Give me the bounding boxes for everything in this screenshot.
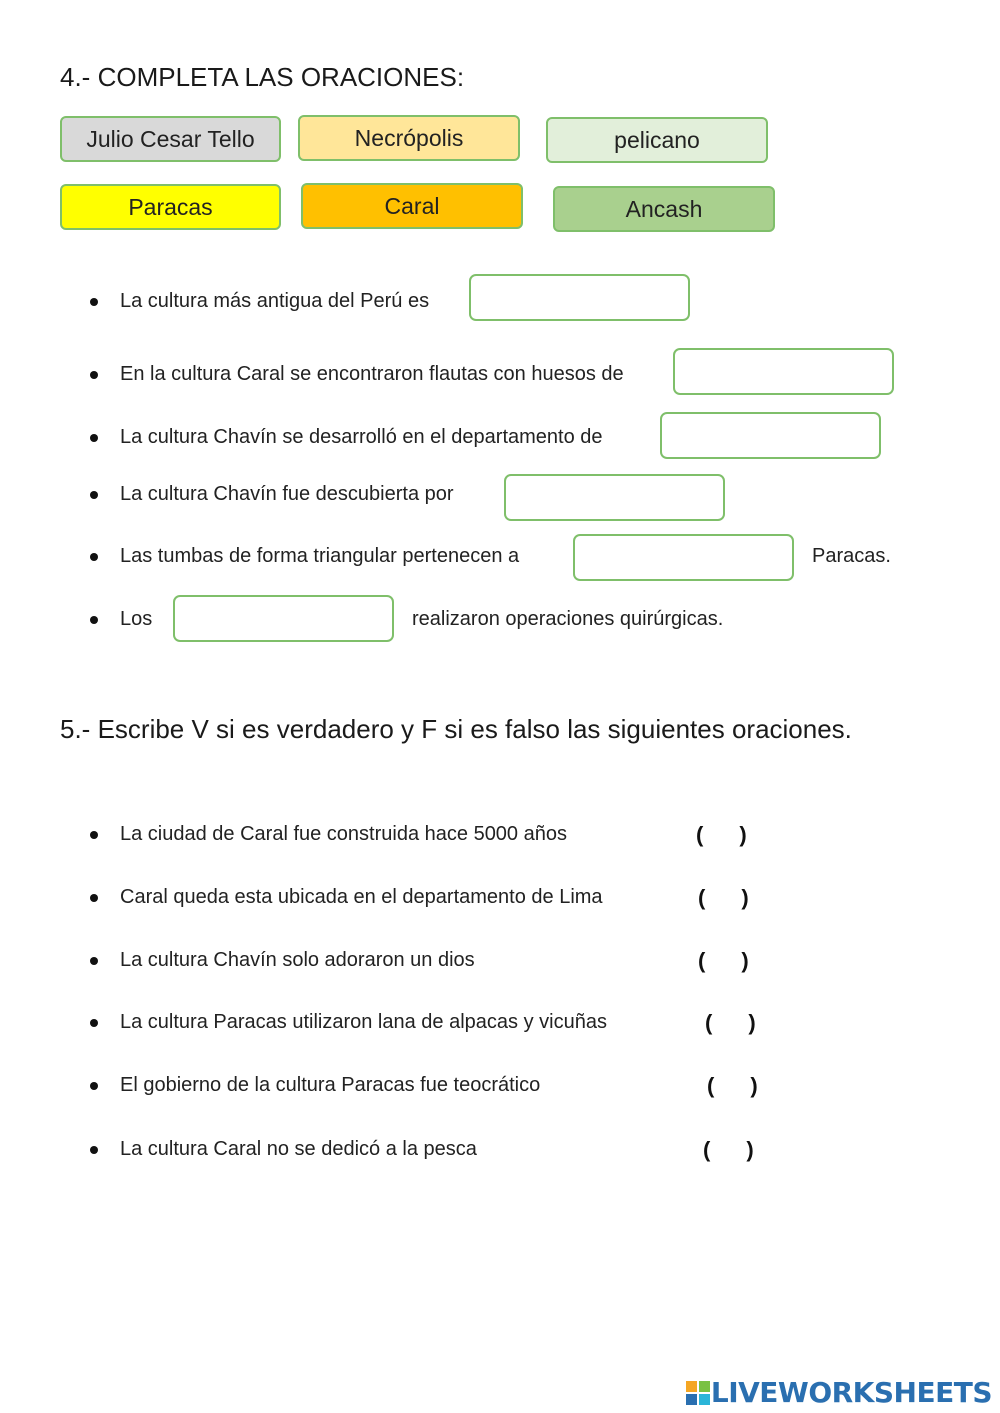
answer-parens[interactable] <box>698 885 749 911</box>
word-ancash[interactable]: Ancash <box>553 186 775 232</box>
word-caral[interactable]: Caral <box>301 183 523 229</box>
open-paren: ( <box>698 885 706 910</box>
bullet-icon <box>90 491 98 499</box>
bullet-icon <box>90 894 98 902</box>
bullet-icon <box>90 957 98 965</box>
drop-zone-1[interactable] <box>469 274 690 321</box>
statement-row <box>90 1138 477 1161</box>
answer-parens[interactable] <box>698 948 749 974</box>
answer-parens[interactable] <box>696 822 747 848</box>
sentence-text: En la cultura Caral se encontraron flautas con huesos de <box>120 363 624 385</box>
liveworksheets-icon <box>685 1380 711 1406</box>
drop-zone-3[interactable] <box>660 412 881 459</box>
sentence-text: La cultura más antigua del Perú es <box>120 290 430 312</box>
bullet-icon <box>90 1019 98 1027</box>
liveworksheets-logo <box>685 1376 992 1409</box>
section-5-title: 5.- Escribe V si es verdadero y F si es falso las siguientes oraciones. <box>60 714 852 744</box>
sentence-text: Los <box>120 608 153 630</box>
statement-text: La cultura Chavín solo adoraron un dios <box>120 949 475 971</box>
close-paren: ) <box>739 822 747 847</box>
bullet-icon <box>90 616 98 624</box>
statement-row <box>90 886 603 909</box>
word-paracas[interactable]: Paracas <box>60 184 281 230</box>
section-4-title: 4.- COMPLETA LAS ORACIONES: <box>60 62 465 92</box>
statement-text: Caral queda esta ubicada en el departamento de Lima <box>120 886 603 908</box>
statement-text: La cultura Paracas utilizaron lana de alpacas y vicuñas <box>120 1011 607 1033</box>
sentence-row <box>90 290 429 313</box>
bullet-icon <box>90 371 98 379</box>
close-paren: ) <box>746 1137 754 1162</box>
answer-parens[interactable] <box>707 1073 758 1099</box>
sentence-row <box>90 545 519 568</box>
bullet-icon <box>90 1146 98 1154</box>
sentence-row <box>90 483 454 506</box>
sentence-text: La cultura Chavín fue descubierta por <box>120 483 454 505</box>
word-pelicano[interactable]: pelicano <box>546 117 768 163</box>
open-paren: ( <box>703 1137 711 1162</box>
bullet-icon <box>90 434 98 442</box>
statement-row <box>90 823 567 846</box>
drop-zone-6[interactable] <box>173 595 394 642</box>
sentence-after-text: Paracas. <box>812 545 891 567</box>
close-paren: ) <box>750 1073 758 1098</box>
sentence-text: Las tumbas de forma triangular pertenecen a <box>120 545 520 567</box>
drop-zone-5[interactable] <box>573 534 794 581</box>
open-paren: ( <box>707 1073 715 1098</box>
sentence-row <box>90 608 152 631</box>
statement-row <box>90 1074 540 1097</box>
statement-row <box>90 1011 607 1034</box>
word-necropolis[interactable]: Necrópolis <box>298 115 520 161</box>
sentence-row <box>90 363 624 386</box>
open-paren: ( <box>705 1010 713 1035</box>
open-paren: ( <box>698 948 706 973</box>
sentence-text: La cultura Chavín se desarrolló en el departamento de <box>120 426 603 448</box>
bullet-icon <box>90 1082 98 1090</box>
drop-zone-4[interactable] <box>504 474 725 521</box>
answer-parens[interactable] <box>705 1010 756 1036</box>
word-julio-cesar-tello[interactable]: Julio Cesar Tello <box>60 116 281 162</box>
answer-parens[interactable] <box>703 1137 754 1163</box>
open-paren: ( <box>696 822 704 847</box>
statement-text: La ciudad de Caral fue construida hace 5000 años <box>120 823 567 845</box>
bullet-icon <box>90 298 98 306</box>
drop-zone-2[interactable] <box>673 348 894 395</box>
close-paren: ) <box>741 948 749 973</box>
statement-text: El gobierno de la cultura Paracas fue teocrático <box>120 1074 541 1096</box>
close-paren: ) <box>748 1010 756 1035</box>
statement-row <box>90 949 475 972</box>
sentence-row <box>90 426 603 449</box>
bullet-icon <box>90 553 98 561</box>
bullet-icon <box>90 831 98 839</box>
close-paren: ) <box>741 885 749 910</box>
statement-text: La cultura Caral no se dedicó a la pesca <box>120 1138 477 1160</box>
sentence-after-text: realizaron operaciones quirúrgicas. <box>412 608 724 630</box>
logo-text: LIVEWORKSHEETS <box>710 1376 992 1409</box>
